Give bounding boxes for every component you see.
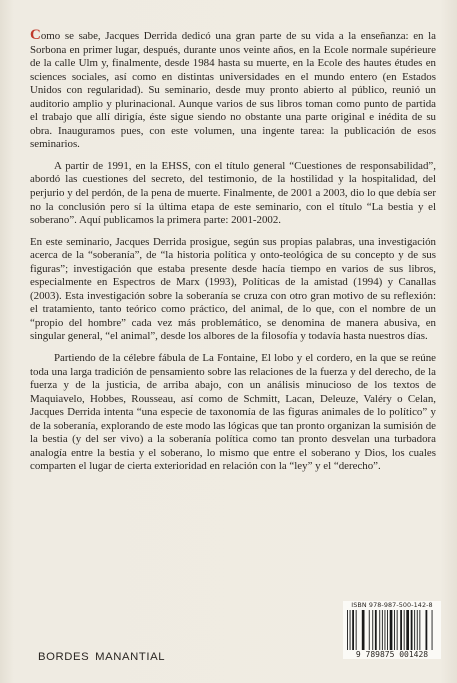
isbn-label: ISBN 978-987-500-142-8 xyxy=(351,601,433,609)
barcode-block xyxy=(343,601,441,659)
paragraph-3: En este seminario, Jacques Derrida prosigue, según sus propias palabras, una investigación acerca de la “soberanía”, de “la historia política y onto-teológica de su concepto y de sus figuras”; investigación que estaba presente desde hacía tiempo en varios de sus libros, especialmente en Espectros de Marx (1993), Políticas de la amistad (1994) y Canallas (2003). Esta investigación sobre la soberanía se cruza con otro gran motivo de su reflexión: el tratamiento, tanto teórico como práctico, del animal, de lo que, con el nombre de un “propio del hombre” cada vez más problemático, se denomina de manera abusiva, en singular general, “el animal”, desde los albores de la filosofía y todavía hasta nuestros días. xyxy=(30,235,436,343)
barcode-digits: 9 789875 001428 xyxy=(355,650,429,659)
paragraph-4: Partiendo de la célebre fábula de La Fontaine, El lobo y el cordero, en la que se reúne toda una larga tradición de pensamiento sobre las relaciones de la fuerza y del derecho, de la fuerza y de la justicia, de arriba abajo, con un análisis minucioso de los textos de Maquiavelo, Hobbes, Rousseau, así como de Schmitt, Lacan, Deleuze, Valéry o Celan, Jacques Derrida intenta “una especie de taxonomía de las figuras animales de lo político” y de la soberanía, explorando de este modo las lógicas que tan pronto organizan la sumisión de la bestia (y del ser vivo) a la soberanía política como tan pronto desvelan una turbadora analogía entre la bestia y el soberano, lo mismo que entre el soberano y Dios, los cuales comparten el lugar de cierta exterioridad en relación con la “ley” y el “derecho”. xyxy=(30,352,436,473)
paragraph-1-text: omo se sabe, Jacques Derrida dedicó una gran parte de su vida a la enseñanza: en la Sorbona en primer lugar, después, durante unos veinte años, en la Ecole normale supérieure de la calle Ulm y, finalmente, desde 1984 hasta su muerte, en la Ecole des hautes études en sciences sociales, así como en distintas universidades en el mundo entero (en Estados Unidos con regularidad). Su seminario, desde muy pronto abierto al público, reunió un auditorio amplio y plurinacional. Aunque varios de sus libros toman como punto de partida el trabajo que allí dirigía, éste sigue siendo no obstante una parte original e inédita de su obra. Inauguramos pues, con este volumen, una ingente tarea: la publicación de esos seminarios. xyxy=(30,30,436,151)
drop-cap: C xyxy=(30,27,41,43)
publisher-logo xyxy=(38,651,167,663)
paragraph-2: A partir de 1991, en la EHSS, con el título general “Cuestiones de responsabilidad”, abordó las cuestiones del secreto, del testimonio, de la hostilidad y la hospitalidad, del perjurio y del perdón, de la pena de muerte. Finalmente, de 2001 a 2003, dio lo que debía ser no la conclusión pero sí la última etapa de este seminario, con el título “La bestia y el soberano”. Aquí publicamos la primera parte: 2001-2002. xyxy=(30,159,436,227)
blurb-text xyxy=(30,28,436,482)
paragraph-1 xyxy=(30,28,436,152)
publisher-name-2: MANANTIAL xyxy=(95,651,166,663)
barcode-image xyxy=(343,610,441,650)
publisher-name-1: BORDES xyxy=(38,651,90,663)
